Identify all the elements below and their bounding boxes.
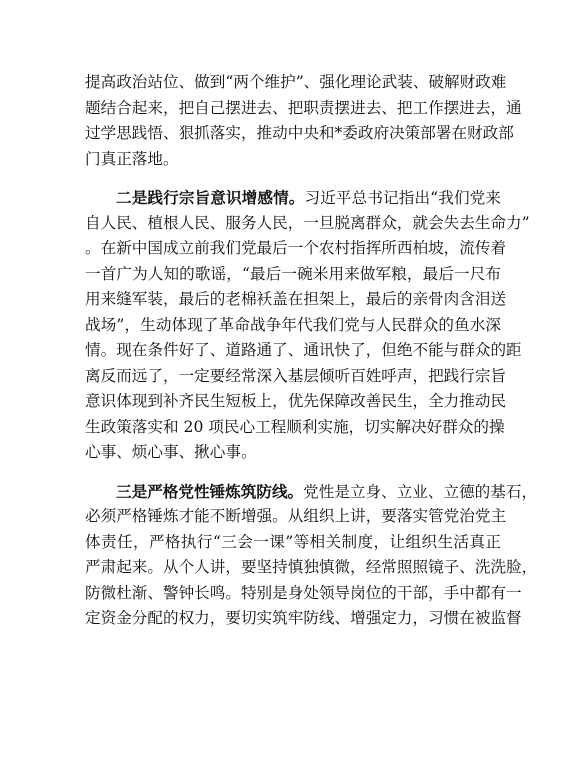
text-run: 党性是立身、立业、立德的基石， — [303, 482, 538, 501]
paragraph-1 — [85, 70, 522, 172]
text-line-first — [85, 479, 538, 505]
text-line: 情。现在条件好了、道路通了、通讯快了，但绝不能与群众的距 — [85, 341, 522, 359]
text-line: 离反而远了，一定要经常深入基层倾听百姓呼声，把践行宗旨 — [85, 366, 507, 385]
text-line: 必须严格锤炼才能不断增强。从组织上讲，要落实管党治党主 — [85, 507, 507, 525]
text-run: 习近平总书记指出“我们党来 — [304, 189, 501, 207]
paragraph-2 — [85, 185, 530, 466]
text-line: 战场”，生动体现了革命战争年代我们党与人民群众的鱼水深 — [85, 315, 501, 334]
text-line: 用来缝军装，最后的老棉袄盖在担架上，最后的亲骨肉含泪送 — [85, 290, 507, 308]
text-line: 严肃起来。从个人讲，要坚持慎独慎微，经常照照镜子、洗洗脸， — [85, 558, 538, 576]
text-line: 定资金分配的权力，要切实筑牢防线、增强定力，习惯在被监督 — [85, 609, 522, 627]
text-line: 意识体现到补齐民生短板上，优先保障改善民生，全力推动民 — [85, 392, 507, 410]
text-line: 生政策落实和 20 项民心工程顺利实施，切实解决好群众的操 — [85, 417, 505, 436]
text-line: 门真正落地。 — [85, 149, 179, 168]
paragraph-lead-heading: 三是严格党性锤炼筑防线。 — [116, 481, 304, 501]
text-line: 提高政治站位、做到“两个维护”、强化理论武装、破解财政难 — [85, 73, 507, 91]
text-line: 心事、烦心事、揪心事。 — [85, 443, 257, 461]
text-line: 题结合起来，把自己摆进去、把职责摆进去、把工作摆进去，通 — [85, 98, 522, 117]
text-line: 过学思践悟、狠抓落实，推动中央和*委政府决策部署在财政部 — [85, 124, 514, 142]
text-line: 一首广为人知的歌谣，“最后一碗米用来做军粮，最后一尺布 — [85, 264, 501, 283]
paragraph-3 — [85, 479, 538, 632]
text-line: 防微杜渐、警钟长鸣。特别是身处领导岗位的干部，手中都有一 — [85, 583, 522, 602]
text-line: 体责任，严格执行“三会一课”等相关制度，让组织生活真正 — [85, 532, 501, 551]
text-line-first — [85, 185, 501, 211]
document-body — [85, 70, 538, 645]
paragraph-lead-heading: 二是践行宗旨意识增感情。 — [116, 188, 305, 207]
text-line: 。在新中国成立前我们党最后一个农村指挥所西柏坡，流传着 — [85, 239, 507, 257]
text-line: 自人民、植根人民、服务人民，一旦脱离群众，就会失去生命力” — [85, 213, 530, 232]
